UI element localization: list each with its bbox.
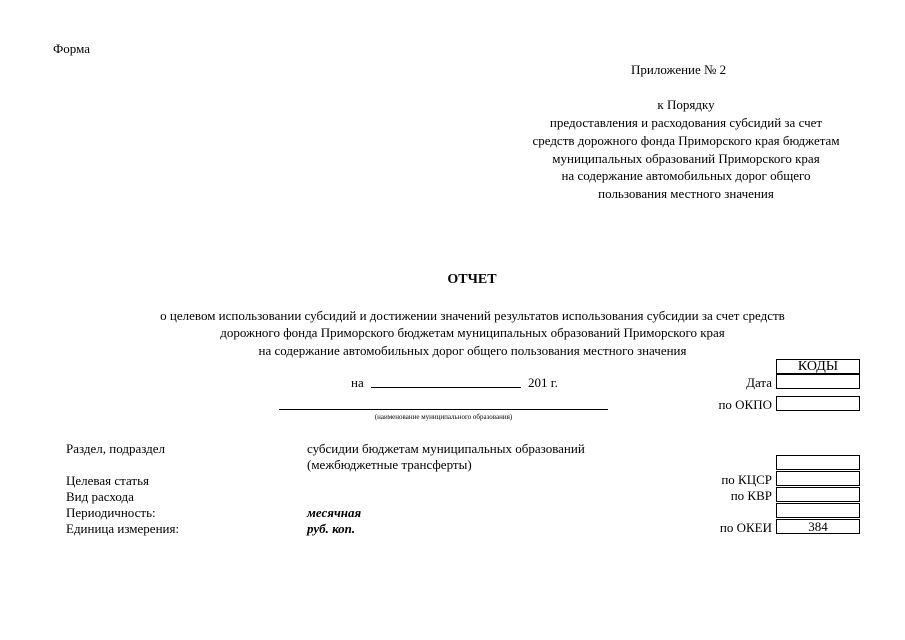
date-blank-line[interactable] (371, 387, 521, 388)
appendix-line: муниципальных образований Приморского края (552, 151, 820, 166)
periodicity-value: месячная (307, 505, 362, 520)
date-code-label: Дата (746, 375, 772, 390)
okpo-code-box[interactable] (776, 396, 860, 411)
date-year: 201 г. (528, 375, 558, 390)
section-value-note: (межбюджетные трансферты) (307, 457, 472, 472)
report-subtitle-line: на содержание автомобильных дорог общего пользования местного значения (258, 343, 687, 358)
kcsr-code-box[interactable] (776, 471, 860, 486)
unit-label: Единица измерения: (66, 521, 180, 536)
unit-value: руб. коп. (307, 521, 356, 536)
kcsr-label: по КЦСР (721, 472, 772, 487)
report-subtitle-line: о целевом использовании субсидий и достижении значений результатов использования субсидии за счет средств (160, 308, 785, 323)
expense-type-label: Вид расхода (66, 489, 134, 504)
section-code-box[interactable] (776, 455, 860, 470)
okpo-label: по ОКПО (718, 397, 772, 412)
appendix-line: на содержание автомобильных дорог общего (561, 168, 811, 183)
report-title: ОТЧЕТ (447, 272, 497, 287)
section-value: субсидии бюджетам муниципальных образований (307, 441, 585, 456)
appendix-line: средств дорожного фонда Приморского края бюджетам (532, 133, 840, 148)
date-code-box[interactable] (776, 374, 860, 389)
okei-label: по ОКЕИ (719, 520, 772, 535)
kvr-code-box[interactable] (776, 487, 860, 502)
codes-header: КОДЫ (776, 359, 860, 374)
report-subtitle-line: дорожного фонда Приморского бюджетам муниципальных образований Приморского края (220, 325, 725, 340)
appendix-number: Приложение № 2 (631, 62, 727, 77)
appendix-line: предоставления и расходования субсидий за счет (549, 115, 823, 130)
municipality-caption: (наименование муниципального образования) (374, 413, 513, 421)
periodicity-code-box[interactable] (776, 503, 860, 518)
periodicity-label: Периодичность: (66, 505, 156, 520)
section-label: Раздел, подраздел (66, 441, 166, 456)
target-article-label: Целевая статья (66, 473, 150, 488)
okei-code-box[interactable]: 384 (776, 519, 860, 534)
appendix-line: пользования местного значения (598, 186, 774, 201)
date-prefix: на (351, 375, 364, 390)
appendix-line: к Порядку (657, 97, 715, 112)
municipality-name-line[interactable] (279, 409, 608, 410)
kvr-label: по КВР (730, 488, 772, 503)
form-label: Форма (53, 41, 90, 56)
